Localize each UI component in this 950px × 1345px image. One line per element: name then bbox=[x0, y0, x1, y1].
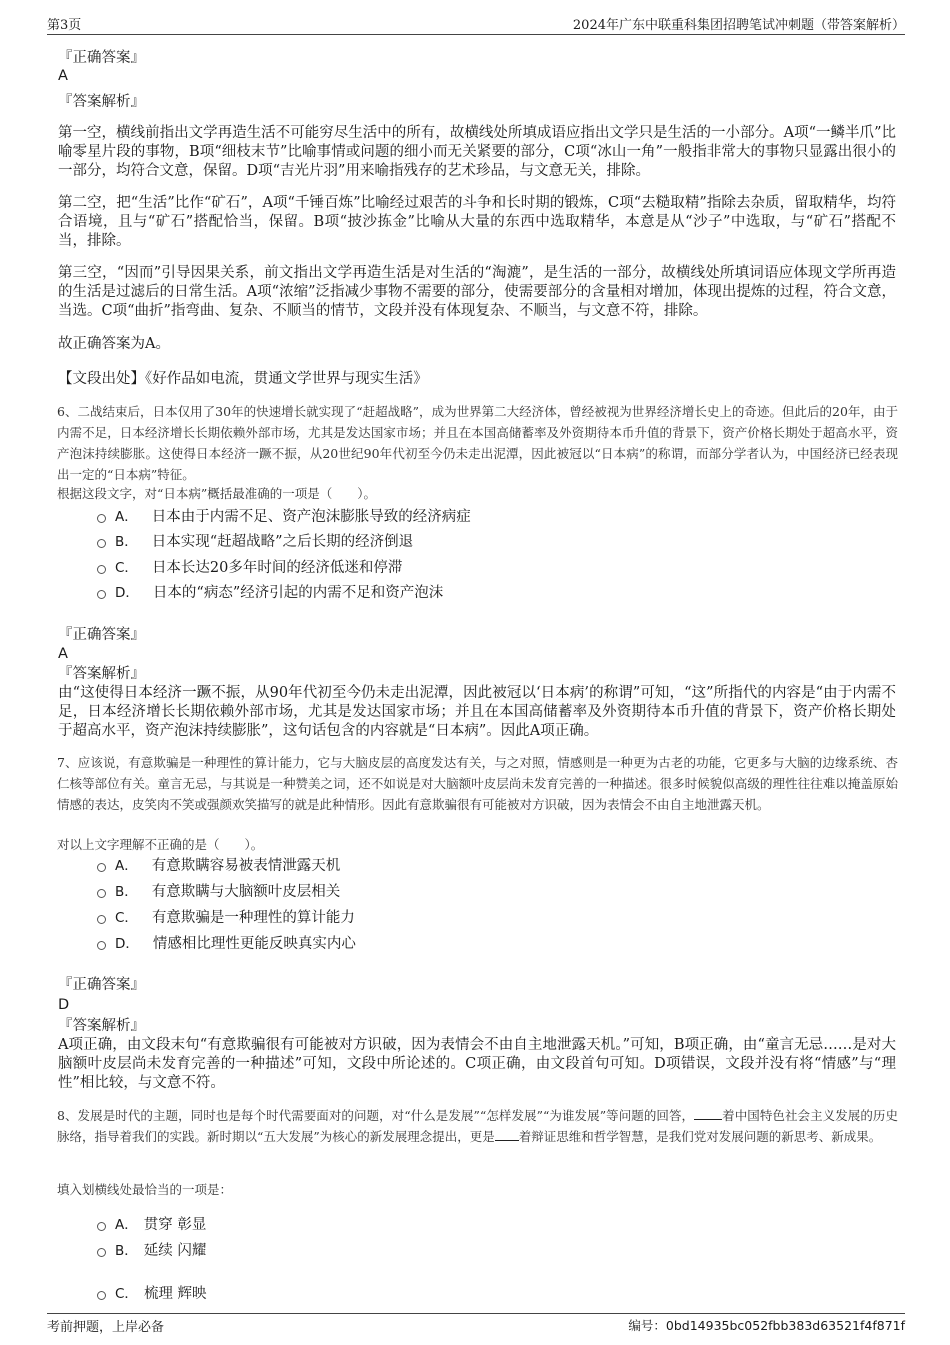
q8-option-b[interactable] bbox=[97, 1241, 206, 1261]
option-label: B． bbox=[115, 534, 138, 550]
radio-icon[interactable] bbox=[97, 889, 106, 898]
radio-icon[interactable] bbox=[97, 1248, 106, 1257]
option-text: 贯穿 彰显 bbox=[143, 1217, 207, 1233]
option-text: 日本实现“赶超战略”之后长期的经济倒退 bbox=[151, 534, 414, 550]
q7-answer: D bbox=[58, 997, 70, 1013]
q5-conclusion: 故正确答案为A。 bbox=[58, 336, 170, 352]
q8-stem: 8、发展是时代的主题，同时也是每个时代需要面对的问题，对“什么是发展”“怎样发展”“为谁发展”等问题的回答， 着中国特色社会主义发展的历史脉络，指导着我们的实践。新时期以“五大发展”为核心的新发展理念提出，更是 着辩证思维和哲学智慧，是我们党对发展问题的新思考、新成果。 bbox=[57, 1108, 898, 1144]
radio-icon[interactable] bbox=[97, 565, 106, 574]
page-header bbox=[47, 12, 905, 35]
option-label: A． bbox=[115, 509, 138, 525]
q7-answer-label: 『正确答案』 bbox=[58, 977, 145, 993]
option-text: 日本的“病态”经济引起的内需不足和资产泡沫 bbox=[152, 585, 444, 601]
q6-option-a[interactable] bbox=[97, 507, 471, 527]
option-label: D． bbox=[115, 585, 139, 601]
blank-2 bbox=[495, 1128, 519, 1141]
option-label: C． bbox=[115, 910, 138, 926]
q7-option-b[interactable] bbox=[97, 882, 340, 902]
page-number: 第3页 bbox=[47, 18, 82, 33]
radio-icon[interactable] bbox=[97, 539, 106, 548]
radio-icon[interactable] bbox=[97, 941, 106, 950]
q6-analysis: 由“这使得日本经济一蹶不振，从90年代初至今仍未走出泥潭，因此被冠以‘日本病’的称谓”可知，“这”所指代的内容是“由于内需不足，日本经济增长长期依赖外部市场，尤其是发达国家市场；并且在本国高储蓄率及外资期待本币升值的背景下，资产价格长期处于超高水平，资产泡沫持续膨胀”，这句话包含的内容就是“日本病”。因此A项正确。 bbox=[58, 685, 896, 739]
q7-option-d[interactable] bbox=[97, 934, 356, 954]
q5-analysis-para-1: 第一空，横线前指出文学再造生活不可能穷尽生活中的所有，故横线处所填成语应指出文学只是生活的一小部分。A项“一鳞半爪”比喻零星片段的事物，B项“细枝末节”比喻事情或问题的细小而无关紧要的部分，C项“冰山一角”一般指非常大的事物只显露出很小的一部分，均符合文意，保留。D项“吉光片羽”用来喻指残存的艺术珍品，与文意无关，排除。 bbox=[58, 125, 896, 179]
q8-option-a[interactable] bbox=[97, 1215, 206, 1235]
q7-question: 对以上文字理解不正确的是（ ）。 bbox=[57, 837, 264, 852]
option-label: D． bbox=[115, 936, 139, 952]
q5-answer: A bbox=[58, 68, 68, 84]
q7-analysis: A项正确，由文段末句“有意欺骗很有可能被对方识破，因为表情会不由自主地泄露天机。”可知，B项正确，由“童言无忌……是对大脑额叶皮层尚未发育完善的一种描述”可知，文段中所论述的。C项正确，由文段首句可知。D项错误，文段并没有将“情感”与“理性”相比较，与文意不符。 bbox=[58, 1037, 896, 1091]
option-text: 有意欺骗是一种理性的算计能力 bbox=[151, 910, 355, 926]
q6-option-c[interactable] bbox=[97, 558, 402, 578]
radio-icon[interactable] bbox=[97, 514, 106, 523]
q5-analysis-label: 『答案解析』 bbox=[58, 94, 145, 110]
option-text: 日本由于内需不足、资产泡沫膨胀导致的经济病症 bbox=[151, 509, 471, 525]
q7-analysis-label: 『答案解析』 bbox=[58, 1018, 145, 1034]
q5-analysis-para-3: 第三空，“因而”引导因果关系，前文指出文学再造生活是对生活的“淘漉”，是生活的一部分，故横线处所填词语应体现文学所再造的生活是过滤后的日常生活。A项“浓缩”泛指减少事物不需要的部分，使需要部分的含量相对增加，体现出提炼的过程，符合文意，当选。C项“曲折”指弯曲、复杂、不顺当的情节，文段并没有体现复杂、不顺当，与文意不符，排除。 bbox=[58, 265, 896, 319]
q7-option-c[interactable] bbox=[97, 908, 355, 928]
document-id: 编号：0bd14935bc052fbb383d63521f4f871f bbox=[628, 1318, 905, 1333]
radio-icon[interactable] bbox=[97, 863, 106, 872]
option-label: C． bbox=[115, 560, 138, 576]
document-title: 2024年广东中联重科集团招聘笔试冲刺题（带答案解析） bbox=[572, 18, 905, 33]
option-label: A． bbox=[115, 858, 138, 874]
radio-icon[interactable] bbox=[97, 1291, 106, 1300]
q7-option-a[interactable] bbox=[97, 856, 340, 876]
q5-analysis-para-2: 第二空，把“生活”比作“矿石”，A项“千锤百炼”比喻经过艰苦的斗争和长时期的锻炼，C项“去糙取精”指除去杂质，留取精华，均符合语境，且与“矿石”搭配恰当，保留。B项“披沙拣金”比喻从大量的东西中选取精华，本意是从“沙子”中选取，与“矿石”搭配不当，排除。 bbox=[58, 195, 896, 249]
radio-icon[interactable] bbox=[97, 1222, 106, 1231]
q6-option-b[interactable] bbox=[97, 532, 413, 552]
q6-option-d[interactable] bbox=[97, 583, 443, 603]
option-label: C． bbox=[115, 1286, 138, 1302]
q6-stem: 6、二战结束后，日本仅用了30年的快速增长就实现了“赶超战略”，成为世界第二大经济体，曾经被视为世界经济增长史上的奇迹。但此后的20年，由于内需不足，日本经济增长长期依赖外部市场，尤其是发达国家市场；并且在本国高储蓄率及外资期待本币升值的背景下，资产价格长期处于超高水平，资产泡沫持续膨胀。这使得日本经济一蹶不振，从20世纪90年代初至今仍未走出泥潭，因此被冠以“日本病”的称谓，而部分学者认为，中国经济已经表现出一定的“日本病”特征。 bbox=[57, 404, 898, 482]
option-text: 情感相比理性更能反映真实内心 bbox=[152, 936, 356, 952]
q6-analysis-label: 『答案解析』 bbox=[58, 666, 145, 682]
option-text: 日本长达20多年时间的经济低迷和停滞 bbox=[151, 560, 403, 576]
q5-source: 【文段出处】《好作品如电流，贯通文学世界与现实生活》 bbox=[58, 371, 428, 387]
option-text: 有意欺瞒容易被表情泄露天机 bbox=[151, 858, 341, 874]
option-label: B． bbox=[115, 1243, 138, 1259]
radio-icon[interactable] bbox=[97, 915, 106, 924]
option-label: A． bbox=[115, 1217, 138, 1233]
q8-question: 填入划横线处最恰当的一项是： bbox=[57, 1182, 233, 1197]
option-label: B． bbox=[115, 884, 138, 900]
blank-1 bbox=[694, 1107, 722, 1120]
q8-option-c[interactable] bbox=[97, 1284, 207, 1304]
option-text: 梳理 辉映 bbox=[143, 1286, 207, 1302]
q6-question: 根据这段文字，对“日本病”概括最准确的一项是（ ）。 bbox=[57, 486, 377, 501]
option-text: 有意欺瞒与大脑额叶皮层相关 bbox=[151, 884, 341, 900]
option-text: 延续 闪耀 bbox=[143, 1243, 207, 1259]
q5-answer-label: 『正确答案』 bbox=[58, 50, 145, 66]
footer-slogan: 考前押题，上岸必备 bbox=[47, 1320, 165, 1335]
q6-answer: A bbox=[58, 646, 68, 662]
q7-stem: 7、应该说，有意欺骗是一种理性的算计能力，它与大脑皮层的高度发达有关，与之对照，情感则是一种更为古老的功能，它更多与大脑的边缘系统、杏仁核等部位有关。童言无忌，与其说是一种赞美之词，还不如说是对大脑额叶皮层尚未发育完善的一种描述。很多时候貌似高级的理性往往难以掩盖原始情感的表达，皮笑肉不笑或强颜欢笑描写的就是此种情形。因此有意欺骗很有可能被对方识破，因为表情会不由自主地泄露天机。 bbox=[57, 755, 898, 812]
page-footer bbox=[47, 1313, 905, 1334]
q6-answer-label: 『正确答案』 bbox=[58, 627, 145, 643]
radio-icon[interactable] bbox=[97, 590, 106, 599]
